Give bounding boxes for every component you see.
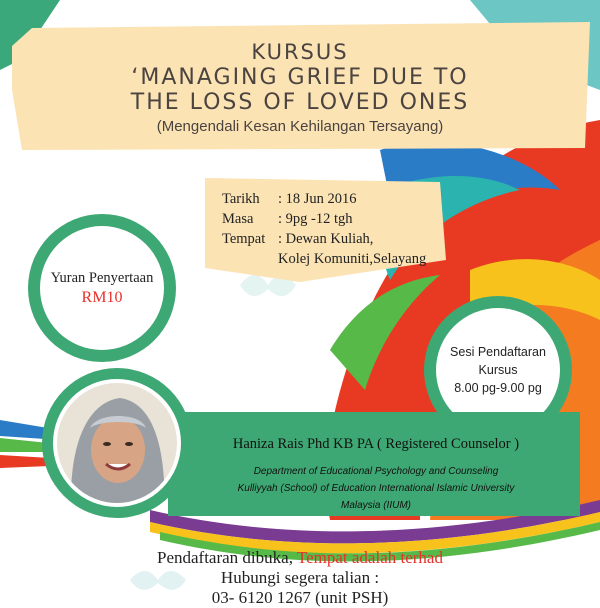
affiliation-line-1: Department of Educational Psychology and Counseling — [253, 466, 499, 477]
date-row — [222, 189, 426, 209]
registration-footer — [0, 548, 600, 608]
venue-row-2 — [222, 249, 426, 269]
course-details — [222, 189, 426, 269]
venue-row — [222, 229, 426, 249]
time-row — [222, 209, 426, 229]
fee-label: Yuran Penyertaan — [50, 269, 154, 286]
speaker-name: Haniza Rais Phd KB PA ( Registered Counselor ) — [232, 436, 520, 452]
course-title — [0, 40, 600, 135]
registration-info — [436, 308, 560, 432]
venue-value-2: Kolej Komuniti,Selayang — [278, 251, 427, 267]
footer-open-text: Pendaftaran dibuka, — [157, 548, 297, 567]
time-value: : 9pg -12 tgh — [278, 211, 353, 227]
footer-phone: 03- 6120 1267 (unit PSH) — [211, 588, 389, 607]
registration-line-2: Kursus — [478, 363, 518, 377]
affiliation-line-2: Kulliyyah (School) of Education International Islamic University — [237, 483, 515, 494]
speaker-photo — [42, 368, 192, 518]
registration-line-3: 8.00 pg-9.00 pg — [454, 381, 542, 395]
registration-line-1: Sesi Pendaftaran — [450, 345, 546, 359]
footer-line-2: Hubungi segera talian : — [220, 568, 380, 587]
venue-label: Tempat — [222, 231, 266, 247]
title-line-1: KURSUS — [251, 40, 349, 64]
speaker-affiliation — [198, 463, 554, 514]
footer-limited-text: Tempat adalah terhad — [296, 548, 443, 567]
footer-line-1 — [0, 548, 600, 568]
date-value: : 18 Jun 2016 — [278, 191, 357, 207]
title-line-3: THE LOSS OF LOVED ONES — [130, 90, 470, 115]
affiliation-line-3: Malaysia (IIUM) — [340, 500, 411, 511]
title-line-2: ‘MANAGING GRIEF DUE TO — [131, 65, 469, 90]
date-label: Tarikh — [222, 191, 260, 207]
time-label: Masa — [222, 211, 254, 227]
course-subtitle: (Mengendali Kesan Kehilangan Tersayang) — [156, 118, 444, 135]
venue-value-1: : Dewan Kuliah, — [278, 231, 374, 247]
fee-info — [40, 226, 164, 350]
fee-value: RM10 — [81, 288, 123, 306]
